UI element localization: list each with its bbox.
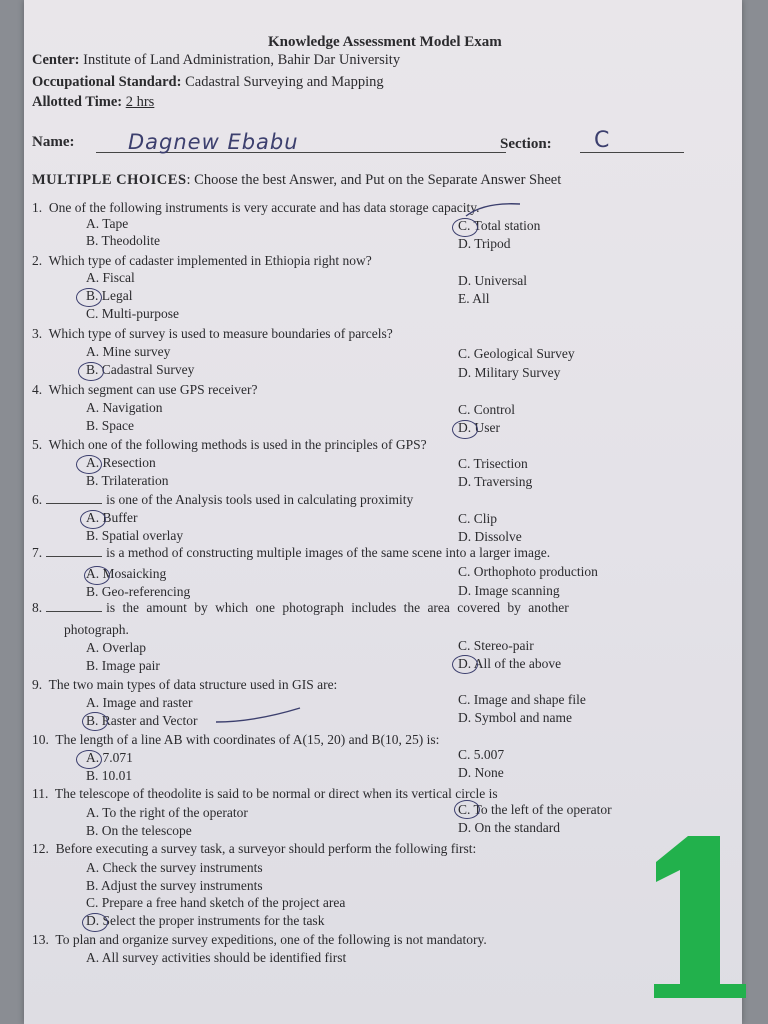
option-d: D. User	[458, 420, 500, 435]
option-d: D. Tripod	[458, 236, 511, 251]
page-number-1	[650, 830, 750, 1000]
option-a: A. Tape	[86, 216, 129, 231]
center-value: Institute of Land Administration, Bahir Dar University	[83, 52, 401, 68]
option-d: D. Image scanning	[458, 583, 560, 598]
question-number: 7.	[32, 545, 43, 560]
option-b: B. Spatial overlay	[86, 528, 184, 543]
option-e: E. All	[458, 291, 490, 306]
option-a: A. Check the survey instruments	[86, 860, 263, 875]
question-number: 5.	[32, 437, 43, 452]
time-value: 2 hrs	[125, 94, 155, 110]
exam-title: Knowledge Assessment Model Exam	[268, 34, 502, 50]
answer-circle	[452, 218, 478, 237]
question-text: is a method of constructing multiple images of the same scene into a larger image.	[106, 545, 551, 560]
question-number: 4.	[32, 382, 43, 397]
question-text: Before executing a survey task, a surveyor should perform the following first:	[55, 841, 477, 856]
handwritten-scribble	[464, 200, 524, 220]
question-number: 10.	[32, 732, 49, 747]
standard-value: Cadastral Surveying and Mapping	[185, 74, 384, 90]
question-number: 12.	[32, 841, 49, 856]
option-a: A. Mosaicking	[86, 566, 167, 581]
option-a: A. Navigation	[86, 400, 163, 415]
question-6	[32, 492, 413, 508]
answer-circle	[76, 455, 102, 474]
option-c: C. Geological Survey	[458, 346, 575, 361]
name-label: Name:	[32, 134, 75, 150]
option-d: D. On the standard	[458, 820, 560, 835]
question-number: 9.	[32, 677, 43, 692]
option-c: C. Multi-purpose	[86, 306, 179, 321]
question-text: Which segment can use GPS receiver?	[48, 382, 258, 397]
question-2	[32, 253, 372, 269]
option-a: A. Fiscal	[86, 270, 135, 285]
option-a: A. Buffer	[86, 510, 138, 525]
option-d: D. Universal	[458, 273, 527, 288]
question-text: The telescope of theodolite is said to be normal or direct when its vertical circle is	[54, 786, 498, 801]
question-number: 13.	[32, 932, 49, 947]
question-text: To plan and organize survey expeditions, one of the following is not mandatory.	[55, 932, 487, 947]
answer-circle	[76, 750, 102, 769]
answer-circle	[78, 362, 104, 381]
option-b: B. Cadastral Survey	[86, 362, 195, 377]
exam-paper	[24, 0, 742, 1024]
option-a: A. All survey activities should be identified first	[86, 950, 347, 965]
question-text: Which type of cadaster implemented in Ethiopia right now?	[48, 253, 372, 268]
answer-circle	[84, 566, 110, 585]
blank-line	[46, 601, 102, 612]
name-handwritten: Dagnew Ebabu	[128, 130, 299, 154]
option-c: C. Total station	[458, 218, 541, 233]
question-8	[32, 600, 569, 616]
option-b: B. Space	[86, 418, 134, 433]
center-line	[32, 52, 400, 69]
question-12	[32, 841, 476, 857]
option-a: A. 7.071	[86, 750, 133, 765]
option-b: B. Image pair	[86, 658, 160, 673]
question-text: One of the following instruments is very accurate and has data storage capacity.	[48, 200, 480, 215]
option-c: C. To the left of the operator	[458, 802, 612, 817]
question-3	[32, 326, 393, 342]
option-a: A. Resection	[86, 455, 156, 470]
option-c: C. Prepare a free hand sketch of the project area	[86, 895, 346, 910]
question-number: 8.	[32, 600, 43, 615]
answer-circle	[80, 510, 106, 529]
option-b: B. Adjust the survey instruments	[86, 878, 263, 893]
question-number: 3.	[32, 326, 43, 341]
instructions-text: : Choose the best Answer, and Put on the Separate Answer Sheet	[186, 172, 562, 188]
question-text: The length of a line AB with coordinates of A(15, 20) and B(10, 25) is:	[55, 732, 440, 747]
instructions	[32, 172, 561, 189]
answer-circle	[452, 420, 478, 439]
option-d: D. Select the proper instruments for the task	[86, 913, 325, 928]
option-b: B. Legal	[86, 288, 133, 303]
option-c: C. Clip	[458, 511, 498, 526]
section-handwritten: C	[594, 128, 610, 153]
option-d: D. Dissolve	[458, 529, 522, 544]
question-text: Which type of survey is used to measure boundaries of parcels?	[48, 326, 393, 341]
standard-label: Occupational Standard:	[32, 74, 182, 90]
question-1	[32, 200, 479, 216]
question-text: is the amount by which one photograph includes the area covered by another	[106, 600, 569, 615]
handwritten-underline	[214, 704, 304, 726]
question-number: 1.	[32, 200, 43, 215]
question-11	[32, 786, 498, 802]
answer-circle	[82, 712, 108, 731]
option-b: B. Geo-referencing	[86, 584, 191, 599]
question-number: 11.	[32, 786, 49, 801]
blank-line	[46, 493, 102, 504]
option-b: B. 10.01	[86, 768, 133, 783]
option-a: A. Image and raster	[86, 695, 193, 710]
time-label: Allotted Time:	[32, 94, 123, 110]
question-4	[32, 382, 257, 398]
question-10	[32, 732, 439, 748]
question-9	[32, 677, 337, 693]
question-number: 6.	[32, 492, 43, 507]
option-b: B. Trilateration	[86, 473, 169, 488]
question-5	[32, 437, 427, 453]
answer-circle	[452, 655, 478, 674]
instructions-heading: MULTIPLE CHOICES	[32, 172, 187, 188]
question-8-continued: photograph.	[64, 622, 129, 637]
option-c: C. Trisection	[458, 456, 528, 471]
option-b: B. Raster and Vector	[86, 713, 198, 728]
option-d: D. Symbol and name	[458, 710, 572, 725]
option-a: A. Mine survey	[86, 344, 171, 359]
time-line	[32, 94, 154, 111]
option-a: A. Overlap	[86, 640, 146, 655]
option-d: D. Military Survey	[458, 365, 561, 380]
standard-line	[32, 74, 384, 91]
option-c: C. 5.007	[458, 747, 505, 762]
question-text: The two main types of data structure used in GIS are:	[48, 677, 338, 692]
option-d: D. None	[458, 765, 504, 780]
answer-circle	[454, 800, 480, 819]
center-label: Center:	[32, 52, 80, 68]
section-label: Section:	[500, 136, 552, 152]
question-text: Which one of the following methods is used in the principles of GPS?	[48, 437, 427, 452]
question-7	[32, 545, 550, 561]
option-b: B. On the telescope	[86, 823, 192, 838]
option-c: C. Control	[458, 402, 516, 417]
option-b: B. Theodolite	[86, 233, 160, 248]
question-number: 2.	[32, 253, 43, 268]
answer-circle	[76, 288, 102, 307]
option-d: D. All of the above	[458, 656, 562, 671]
question-13	[32, 932, 487, 948]
option-c: C. Stereo-pair	[458, 638, 534, 653]
option-d: D. Traversing	[458, 474, 533, 489]
blank-line	[46, 546, 102, 557]
option-c: C. Orthophoto production	[458, 564, 598, 579]
answer-circle	[82, 913, 108, 932]
question-text: is one of the Analysis tools used in calculating proximity	[106, 492, 414, 507]
option-a: A. To the right of the operator	[86, 805, 248, 820]
option-c: C. Image and shape file	[458, 692, 586, 707]
